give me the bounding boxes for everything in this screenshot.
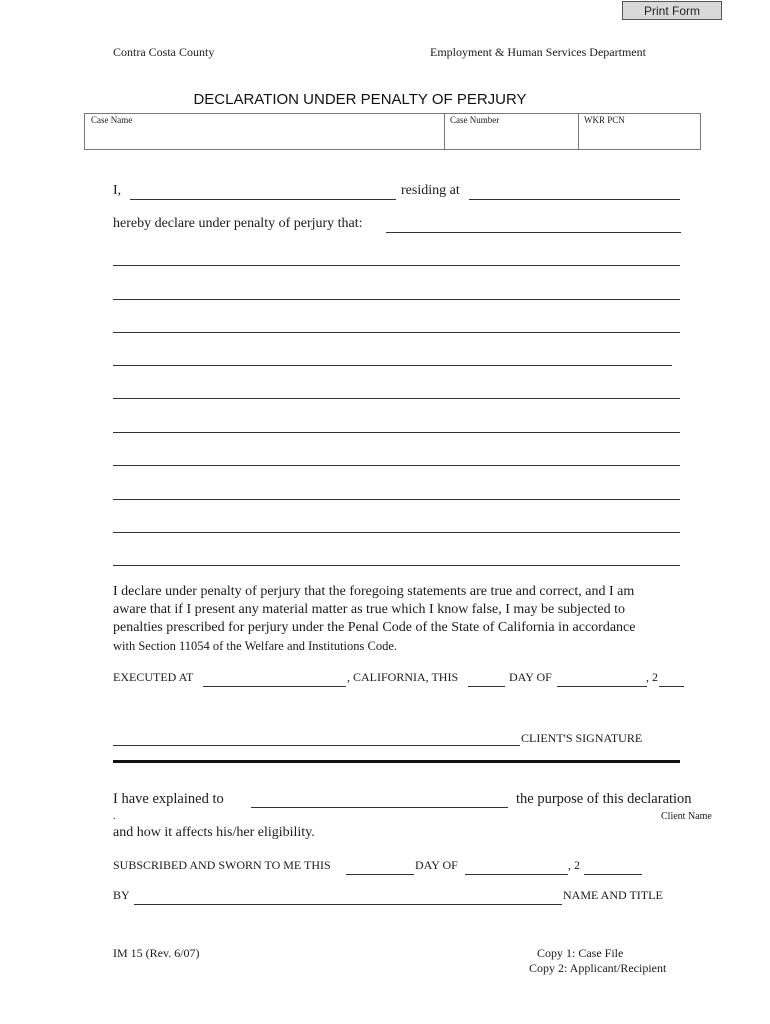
executed-year-input[interactable] [659,670,684,687]
declaration-line: with Section 11054 of the Welfare and Institutions Code. [113,639,398,653]
name-and-title-label: NAME AND TITLE [563,888,663,902]
executed-month-input[interactable] [557,670,647,687]
county-name: Contra Costa County [113,45,215,59]
case-info-box [84,113,701,150]
client-signature-input[interactable] [113,729,520,746]
statement-line-input[interactable] [113,449,680,466]
sworn-year-prefix: , 2 [568,858,580,872]
executed-at-label: EXECUTED AT [113,670,194,684]
day-of-label: DAY OF [509,670,552,684]
statement-line-input[interactable] [113,516,680,533]
statement-line-input[interactable] [113,416,680,433]
case-name-input[interactable] [87,127,442,147]
declaration-line: I declare under penalty of perjury that the foregoing statements are true and correct, and I am [113,584,635,599]
subscribed-label: SUBSCRIBED AND SWORN TO ME THIS [113,858,331,872]
client-signature-label: CLIENT'S SIGNATURE [521,731,643,745]
declarant-prefix: I, [113,183,122,198]
hereby-declare-label: hereby declare under penalty of perjury that: [113,216,363,231]
print-form-button[interactable]: Print Form [622,1,722,20]
section-divider [113,760,680,763]
client-name-caption: Client Name [661,811,712,822]
wkr-pcn-input[interactable] [580,127,698,147]
by-label: BY [113,888,130,902]
statement-line-input[interactable] [113,283,680,300]
case-number-label: Case Number [450,115,500,125]
statement-line-input[interactable] [113,483,680,500]
page-title: DECLARATION UNDER PENALTY OF PERJURY [193,91,527,108]
case-name-label: Case Name [91,115,133,125]
declaration-line: penalties prescribed for perjury under the Penal Code of the State of California in accordance [113,620,636,635]
residence-input[interactable] [469,183,680,200]
department-name: Employment & Human Services Department [430,45,646,59]
case-number-input[interactable] [446,127,576,147]
california-this-label: , CALIFORNIA, THIS [347,670,459,684]
executed-day-input[interactable] [468,670,505,687]
wkr-pcn-cell [578,114,700,149]
case-name-cell [85,114,444,149]
declaration-line: aware that if I present any material matter as true which I know false, I may be subjected to [113,602,625,617]
eligibility-label: and how it affects his/her eligibility. [113,825,315,840]
client-name-input[interactable] [251,791,508,808]
sworn-day-of-label: DAY OF [415,858,458,872]
official-name-input[interactable] [134,888,562,905]
copy-2-label: Copy 2: Applicant/Recipient [529,961,667,975]
year-prefix: , 2 [646,670,658,684]
declarant-name-input[interactable] [130,183,396,200]
statement-line-input[interactable] [113,249,680,266]
dot-mark: . [113,811,116,822]
statement-line-input[interactable] [113,349,672,366]
copy-1-label: Copy 1: Case File [537,946,624,960]
declaration-paragraph [113,583,693,655]
sworn-day-input[interactable] [346,858,414,875]
explained-to-label: I have explained to [113,791,224,807]
statement-line-input[interactable] [113,316,680,333]
form-number: IM 15 (Rev. 6/07) [113,946,200,960]
residing-at-label: residing at [401,183,460,198]
sworn-year-input[interactable] [584,858,642,875]
executed-location-input[interactable] [203,670,346,687]
purpose-label: the purpose of this declaration [516,791,692,807]
sworn-month-input[interactable] [465,858,568,875]
case-number-cell [444,114,578,149]
wkr-pcn-label: WKR PCN [584,115,625,125]
statement-line-input[interactable] [113,549,680,566]
statement-line-input[interactable] [113,382,680,399]
declaration-line-input[interactable] [386,216,681,233]
